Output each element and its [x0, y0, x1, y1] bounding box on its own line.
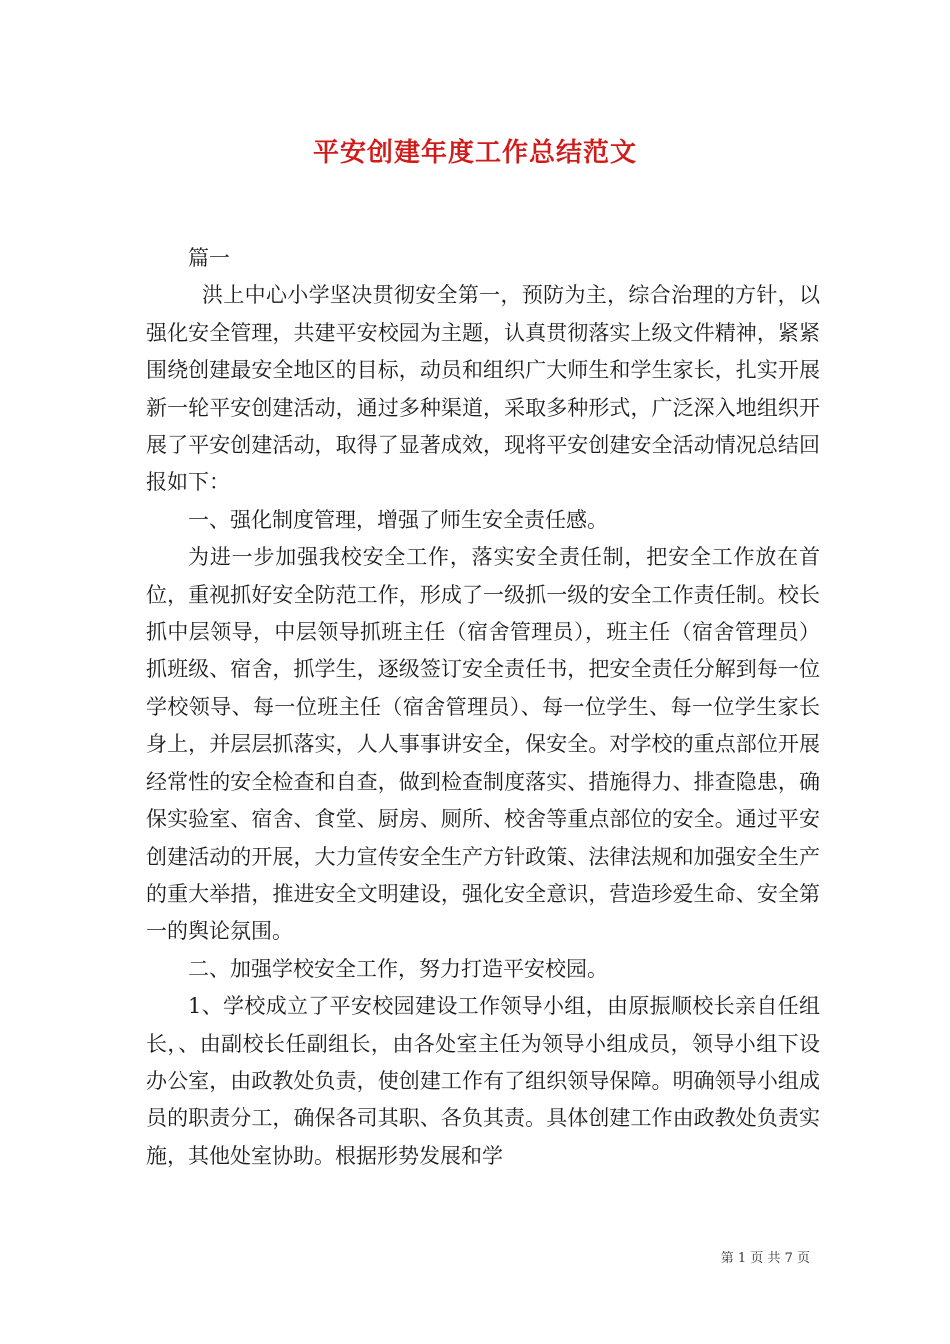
- document-body: [146, 240, 820, 1175]
- paragraph-section-two-item-1: 1、学校成立了平安校园建设工作领导小组，由原振顺校长亲自任组长，、由副校长任副组长，由各处室主任为领导小组成员，领导小组下设办公室，由政教处负责，使创建工作有了组织领导保障。明确领导小组成员的职责分工，确保各司其职、各负其责。具体创建工作由政教处负责实施，其他处室协助。根据形势发展和学: [146, 994, 820, 1168]
- heading-section-two: 二、加强学校安全工作，努力打造平安校园。: [188, 956, 608, 981]
- page-number: 第 1 页 共 7 页: [720, 1251, 810, 1266]
- section-label: 篇一: [188, 246, 230, 270]
- document-title: 平安创建年度工作总结范文: [312, 138, 637, 168]
- heading-section-one: 一、强化制度管理，增强了师生安全责任感。: [188, 507, 608, 532]
- paragraph-section-one: 为进一步加强我校安全工作，落实安全责任制，把安全工作放在首位，重视抓好安全防范工作，形成了一级抓一级的安全工作责任制。校长抓中层领导，中层领导抓班主任（宿舍管理员），班主任（宿舍管理员）抓班级、宿舍，抓学生，逐级签订安全责任书，把安全责任分解到每一位学校领导、每一位班主任（宿舍管理员）、每一位学生、每一位学生家长身上，并层层抓落实，人人事事讲安全，保安全。对学校的重点部位开展经常性的安全检查和自查，做到检查制度落实、措施得力、排查隐患，确保实验室、宿舍、食堂、厨房、厕所、校舍等重点部位的安全。通过平安创建活动的开展，大力宣传安全生产方针政策、法律法规和加强安全生产的重大举措，推进安全文明建设，强化安全意识，营造珍爱生命、安全第一的舆论氛围。: [146, 545, 820, 944]
- paragraph-intro: 洪上中心小学坚决贯彻安全第一，预防为主，综合治理的方针，以强化安全管理，共建平安校园为主题，认真贯彻落实上级文件精神，紧紧围绕创建最安全地区的目标，动员和组织广大师生和学生家长，扎实开展新一轮平安创建活动，通过多种渠道，采取多种形式，广泛深入地组织开展了平安创建活动，取得了显著成效，现将平安创建安全活动情况总结回报如下：: [146, 283, 820, 495]
